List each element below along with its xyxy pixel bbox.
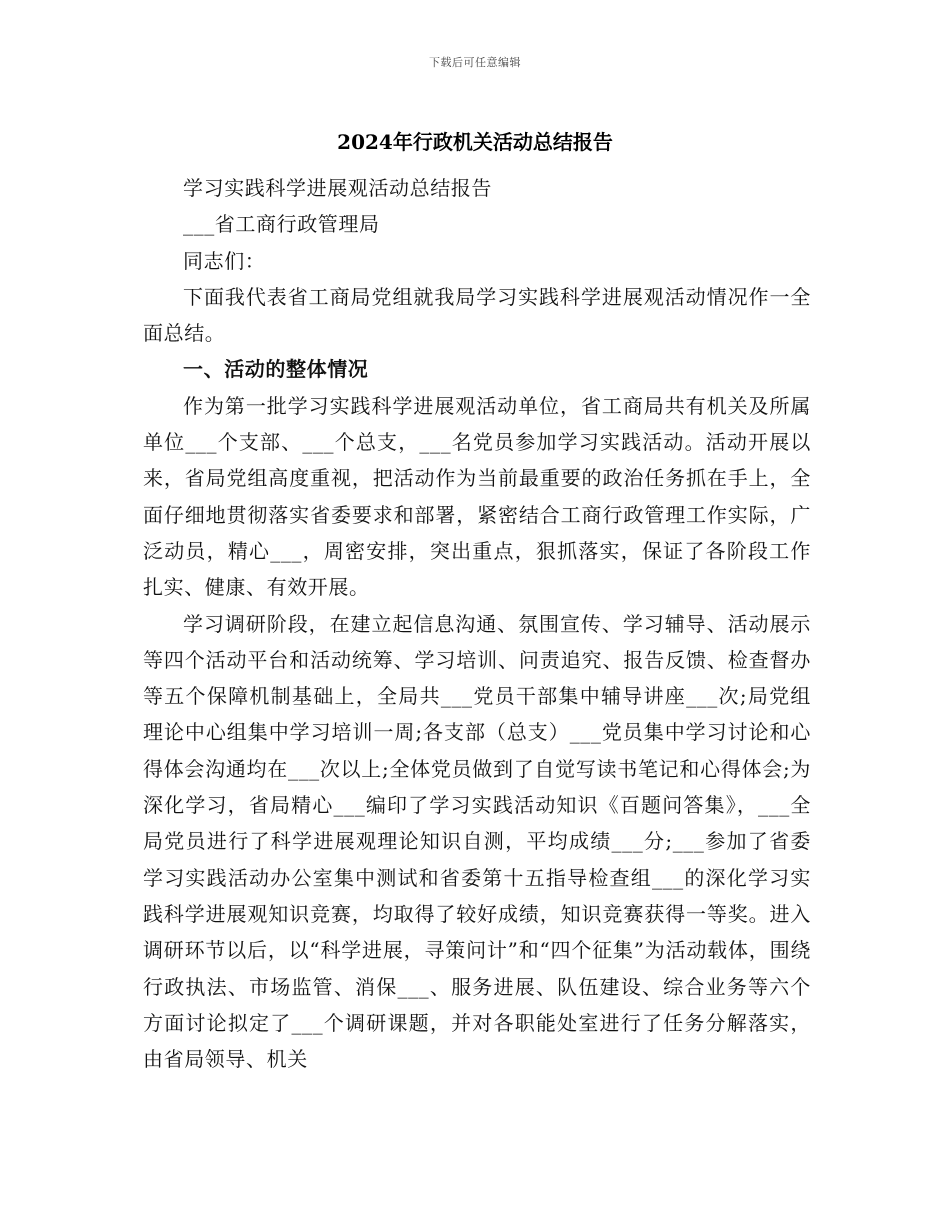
section-heading: 一、活动的整体情况	[183, 357, 369, 382]
document-title: 2024年行政机关活动总结报告	[337, 130, 613, 154]
paragraph-intro: 下面我代表省工商局党组就我局学习实践科学进展观活动情况作一全面总结。	[143, 284, 811, 346]
paragraph-subtitle: 学习实践科学进展观活动总结报告	[183, 176, 492, 200]
document-body	[143, 170, 811, 1077]
paragraph-organization: ___省工商行政管理局	[183, 212, 380, 237]
header-note: 下载后可任意编辑	[429, 56, 521, 69]
paragraph-overview: 作为第一批学习实践科学进展观活动单位，省工商局共有机关及所属单位___个支部、___个总支，___名党员参加学习实践活动。活动开展以来，省局党组高度重视，把活动作为当前最重要的政治任务抓在手上，全面仔细地贯彻落实省委要求和部署，紧密结合工商行政管理工作实际，广泛动员，精心___，周密安排，突出重点，狠抓落实，保证了各阶段工作扎实、健康、有效开展。	[143, 393, 811, 600]
paragraph-study-stage: 学习调研阶段，在建立起信息沟通、氛围宣传、学习辅导、活动展示等四个活动平台和活动统筹、学习培训、问责追究、报告反馈、检查督办等五个保障机制基础上，全局共___党员干部集中辅导讲座___次;局党组理论中心组集中学习培训一周;各支部（总支）___党员集中学习讨论和心得体会沟通均在___次以上;全体党员做到了自觉写读书笔记和心得体会;为深化学习，省局精心___编印了学习实践活动知识《百题问答集》，___全局党员进行了科学进展观理论知识自测，平均成绩___分;___参加了省委学习实践活动办公室集中测试和省委第十五指导检查组___的深化学习实践科学进展观知识竞赛，均取得了较好成绩，知识竞赛获得一等奖。进入调研环节以后，以“科学进展，寻策问计”和“四个征集”为活动载体，围绕行政执法、市场监管、消保___、服务进展、队伍建设、综合业务等六个方面讨论拟定了___个调研课题，并对各职能处室进行了任务分解落实，由省局领导、机关	[143, 611, 811, 1072]
paragraph-salutation: 同志们：	[183, 248, 266, 273]
